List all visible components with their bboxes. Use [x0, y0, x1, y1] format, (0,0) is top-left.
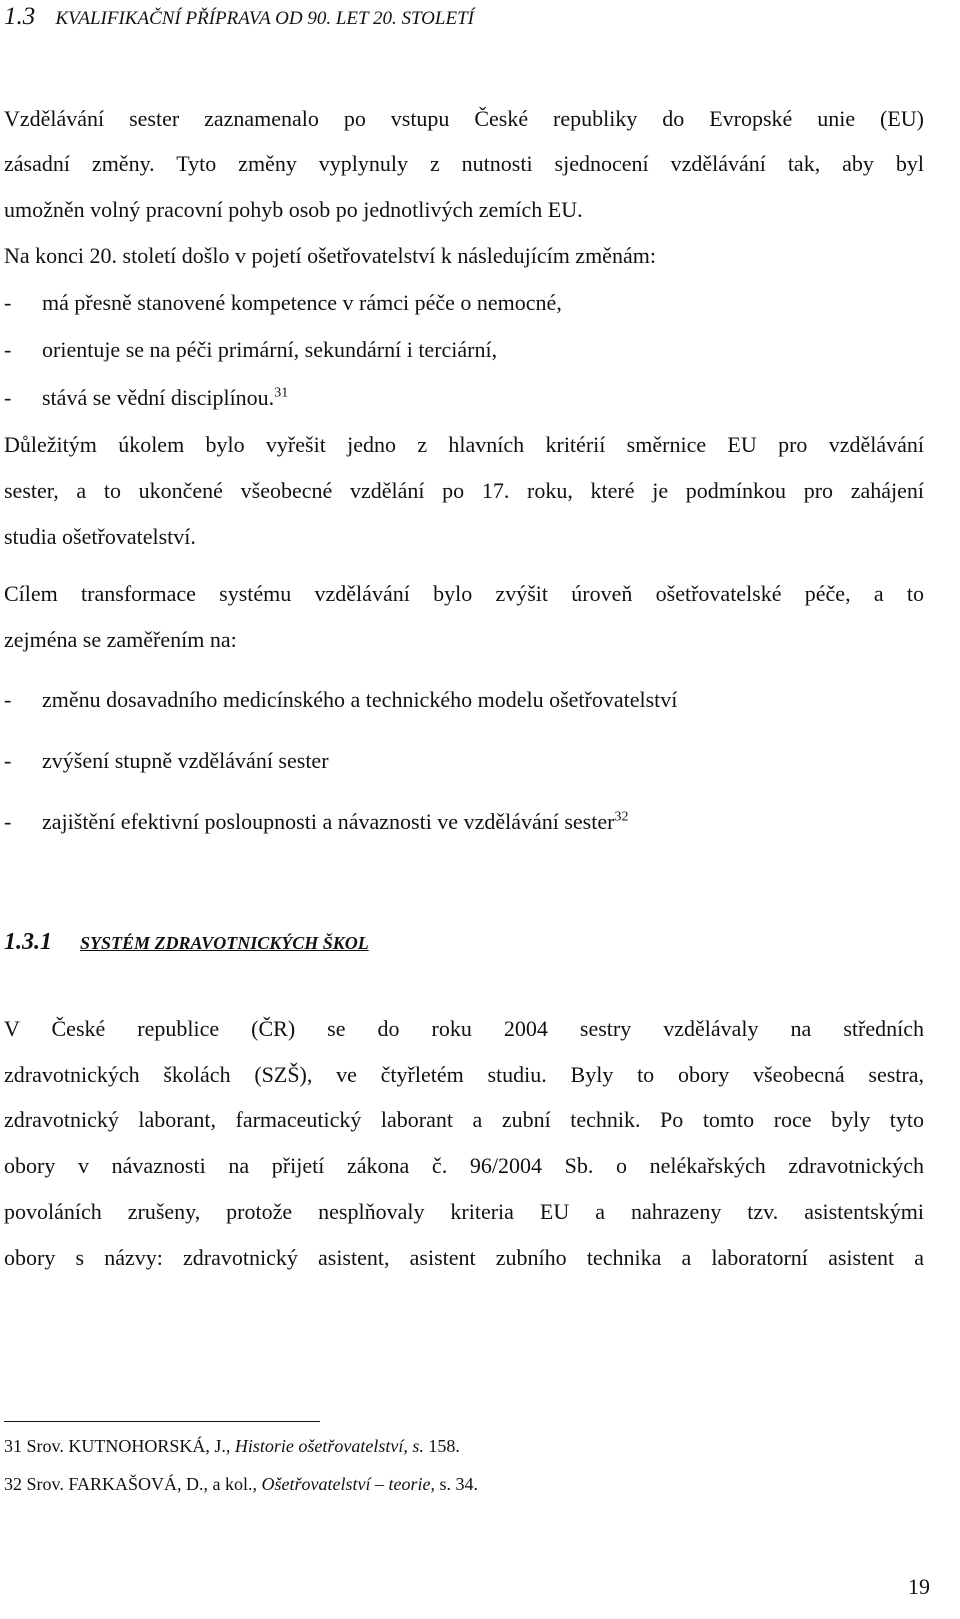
list-item-text: má přesně stanovené kompetence v rámci péče o nemocné, — [42, 290, 562, 315]
paragraph-line: povoláních zrušeny, protože nesplňovaly kriteria EU a nahrazeny tzv. asistentskými — [4, 1199, 924, 1224]
list-item-text: orientuje se na péči primární, sekundární i terciární, — [42, 337, 498, 362]
paragraph-line: Cílem transformace systému vzdělávání bylo zvýšit úroveň ošetřovatelské péče, a to — [4, 581, 924, 606]
section-title: KVALIFIKAČNÍ PŘÍPRAVA OD 90. LET 20. STOLETÍ — [55, 8, 474, 29]
footnote-number: 31 — [4, 1436, 22, 1456]
page-number: 19 — [908, 1574, 930, 1599]
paragraph-line: zásadní změny. Tyto změny vyplynuly z nutnosti sjednocení vzdělávání tak, aby byl — [4, 151, 924, 176]
footnote-text: Srov. FARKAŠOVÁ, D., a kol., — [26, 1474, 262, 1494]
paragraph-line: Na konci 20. století došlo v pojetí ošetřovatelství k následujícím změnám: — [4, 243, 656, 268]
subsection-heading — [4, 929, 369, 956]
footnote — [4, 1473, 478, 1495]
list-dash: - — [4, 290, 12, 315]
paragraph-line: sester, a to ukončené všeobecné vzdělání po 17. roku, které je podmínkou pro zahájení — [4, 478, 924, 503]
paragraph-line: Vzdělávání sester zaznamenalo po vstupu České republiky do Evropské unie (EU) — [4, 106, 924, 131]
section-number: 1.3 — [4, 3, 36, 30]
footnote-rest: 158. — [423, 1436, 460, 1456]
paragraph-line: obory v návaznosti na přijetí zákona č. 96/2004 Sb. o nelékařských zdravotnických — [4, 1153, 924, 1178]
footnote-text: Srov. KUTNOHORSKÁ, J., — [26, 1436, 235, 1456]
footnote-ref: 32 — [614, 809, 629, 825]
list-dash: - — [4, 809, 12, 834]
list-item-text: zvýšení stupně vzdělávání sester — [42, 748, 329, 773]
list-item-text: stává se vědní disciplínou. — [42, 385, 275, 410]
footnote-number: 32 — [4, 1474, 22, 1494]
list-item-content — [42, 809, 628, 835]
list-item-content — [42, 385, 288, 411]
subsection-number: 1.3.1 — [4, 929, 52, 955]
subsection-title: SYSTÉM ZDRAVOTNICKÝCH ŠKOL — [80, 933, 369, 953]
list-dash: - — [4, 748, 12, 773]
paragraph-line: V České republice (ČR) se do roku 2004 sestry vzdělávaly na středních — [4, 1016, 924, 1041]
list-dash: - — [4, 687, 12, 712]
paragraph-line: Důležitým úkolem bylo vyřešit jedno z hlavních kritérií směrnice EU pro vzdělávání — [4, 432, 924, 457]
list-dash: - — [4, 385, 12, 410]
footnote-title: Ošetřovatelství – teorie, — [261, 1474, 435, 1494]
list-item-text: změnu dosavadního medicínského a technického modelu ošetřovatelství — [42, 687, 678, 712]
paragraph-line: umožněn volný pracovní pohyb osob po jednotlivých zemích EU. — [4, 197, 583, 222]
paragraph-line: studia ošetřovatelství. — [4, 524, 196, 549]
footnote-separator — [4, 1421, 320, 1422]
footnote-rest: s. 34. — [434, 1474, 478, 1494]
paragraph-line: zdravotnických školách (SZŠ), ve čtyřletém studiu. Byly to obory všeobecná sestra, — [4, 1062, 924, 1087]
footnote-ref: 31 — [274, 385, 289, 401]
paragraph-line: zejména se zaměřením na: — [4, 627, 237, 652]
paragraph-line: zdravotnický laborant, farmaceutický laborant a zubní technik. Po tomto roce byly tyto — [4, 1107, 924, 1132]
paragraph-line: obory s názvy: zdravotnický asistent, asistent zubního technika a laboratorní asistent a — [4, 1245, 924, 1270]
list-dash: - — [4, 337, 12, 362]
footnote-title: Historie ošetřovatelství, s. — [234, 1436, 424, 1456]
section-heading — [4, 4, 474, 32]
footnote — [4, 1435, 460, 1457]
list-item-text: zajištění efektivní posloupnosti a návaznosti ve vzdělávání sester — [42, 809, 615, 834]
